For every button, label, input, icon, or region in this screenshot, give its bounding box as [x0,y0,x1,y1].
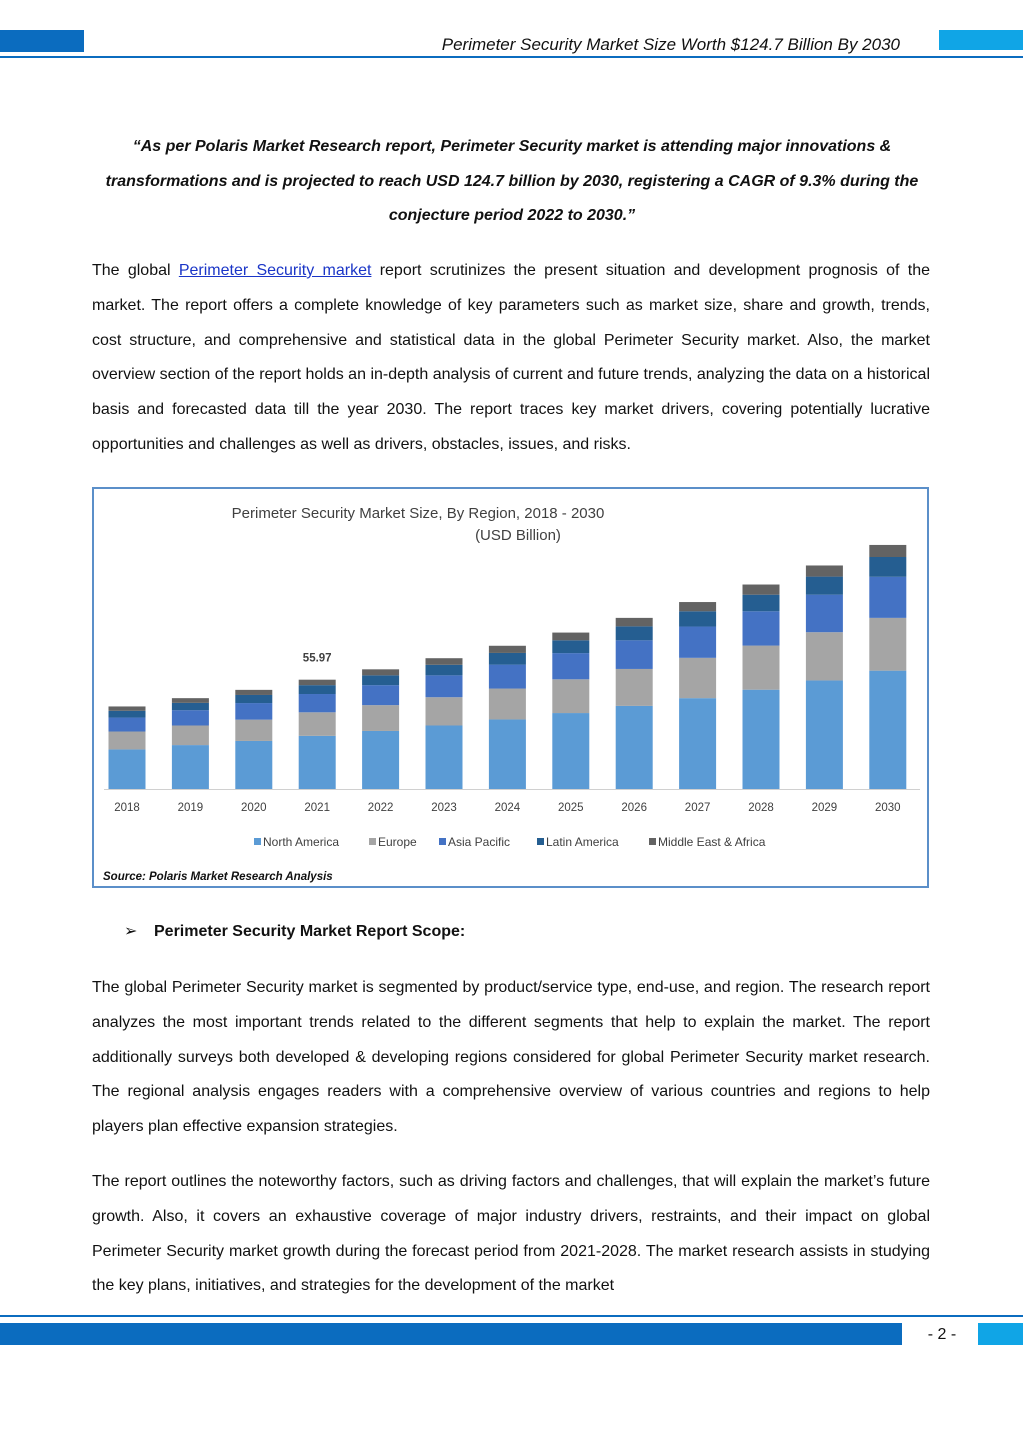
bar-segment [235,741,272,789]
bar-segment [552,653,589,679]
bar-segment [299,680,336,685]
bar-segment [869,557,906,577]
bar-segment [743,690,780,789]
bar-segment [362,669,399,675]
footer-bar [0,1323,902,1345]
bar-segment [362,705,399,731]
bar-segment [616,626,653,640]
bar-segment [172,725,209,745]
bar-segment [616,618,653,626]
intro-prefix: The global [92,262,179,279]
legend-swatch [537,838,544,845]
x-tick-label: 2027 [684,802,711,814]
bar-segment [616,706,653,789]
bar-segment [743,611,780,645]
bar-segment [489,719,526,789]
bar-segment [869,577,906,618]
bar-segment [679,627,716,658]
x-tick-label: 2019 [177,802,204,814]
legend-label: Latin America [546,835,619,849]
bar-segment [299,736,336,789]
market-size-chart [92,487,929,888]
bar-segment [109,706,146,710]
intro-body: report scrutinizes the present situation and development prognosis of the market. The report offers a complete knowledge of key parameters such as market size, share and growth, trends, cost structure, and comprehensive and statistical data in the global Perimeter Security market. Also, the market overview section of the report holds an in-depth analysis of current and future trends, analyzing the data on a historical basis and forecasted data till the year 2030. The report traces key market drivers, covering potentially lucrative opportunities and challenges as well as drivers, obstacles, issues, and risks. [92,262,930,453]
arrow-bullet-icon: ➢ [124,923,138,940]
footer-accent-right [978,1323,1023,1345]
legend-label: Middle East & Africa [658,835,766,849]
chart-source: Source: Polaris Market Research Analysis [103,871,333,883]
bar-segment [679,611,716,626]
bar-segment [109,749,146,789]
bar-segment [489,653,526,665]
bar-segment [299,694,336,712]
bar-segment [172,698,209,703]
bar-segment [426,697,463,725]
bar-segment [235,695,272,703]
bar-segment [109,732,146,750]
legend-swatch [369,838,376,845]
bar-segment [806,632,843,680]
bar-segment [489,665,526,689]
bar-segment [743,595,780,612]
bar-segment [299,712,336,736]
bar-segment [489,689,526,720]
x-tick-label: 2022 [367,802,394,814]
market-report-link[interactable]: Perimeter Security market [178,262,372,279]
x-tick-label: 2023 [431,802,457,814]
legend-label: Europe [378,835,417,849]
bar-segment [552,640,589,653]
bar-segment [426,658,463,665]
x-tick-label: 2020 [241,802,267,814]
bar-segment [109,711,146,718]
bar-segment [235,703,272,720]
bar-segment [869,545,906,557]
footer-rule [0,1315,1023,1317]
x-tick-label: 2018 [114,802,140,814]
intro-paragraph [92,254,930,463]
pull-quote: “As per Polaris Market Research report, Perimeter Security market is attending major innovations & transformations and is projected to reach USD 124.7 billion by 2030, registering a CAGR of 9.3% during the conjecture period 2022 to 2030.” [105,138,919,224]
bar-segment [172,703,209,710]
chart-canvas [94,489,927,886]
header-rule [0,56,1023,58]
scope-paragraph: The global Perimeter Security market is segmented by product/service type, end-use, and region. The research report analyzes the most important trends related to the different segments that help to explain the market. The report additionally surveys both developed & developing regions considered for global Perimeter Security market research. The regional analysis engages readers with a comprehensive overview of various countries and regions to help players plan effective expansion strategies. [92,979,930,1136]
scope-heading: Perimeter Security Market Report Scope: [154,923,466,940]
legend-swatch [439,838,446,845]
bar-segment [109,718,146,732]
bar-segment [679,602,716,611]
bar-segment [362,731,399,789]
bar-segment [552,679,589,713]
x-tick-label: 2021 [304,802,330,814]
header-title: Perimeter Security Market Size Worth $124.7 Billion By 2030 [441,35,900,54]
x-tick-label: 2024 [494,802,521,814]
bar-segment [616,640,653,669]
bar-segment [869,618,906,671]
legend-label: North America [263,835,340,849]
bar-segment [869,671,906,789]
bar-segment [743,646,780,690]
x-tick-label: 2028 [748,802,774,814]
chart-subtitle: (USD Billion) [475,527,561,544]
bar-segment [679,698,716,789]
page-number: - 2 - [927,1326,957,1343]
bar-segment [362,675,399,685]
bar-segment [235,720,272,741]
bar-segment [806,680,843,789]
bar-segment [679,658,716,698]
bar-segment [426,675,463,697]
bar-segment [172,745,209,789]
bar-segment [426,725,463,789]
bar-segment [806,565,843,576]
legend-label: Asia Pacific [448,835,511,849]
bar-segment [806,595,843,633]
x-tick-label: 2030 [875,802,901,814]
bar-segment [552,713,589,789]
factors-paragraph: The report outlines the noteworthy factors, such as driving factors and challenges, that will explain the market’s future growth. Also, it covers an exhaustive coverage of major industry drivers, restraints, and their impact on global Perimeter Security market growth during the forecast period from 2021-2028. The market research assists in studying the key plans, initiatives, and strategies for the development of the market [92,1173,930,1295]
x-tick-label: 2025 [558,802,584,814]
header-accent-right [939,30,1023,50]
bar-segment [806,577,843,595]
legend-swatch [649,838,656,845]
bar-segment [489,646,526,653]
bar-segment [362,685,399,705]
bar-segment [172,710,209,725]
bar-segment [616,669,653,706]
x-tick-label: 2026 [621,802,647,814]
bar-segment [235,690,272,695]
data-label: 55.97 [302,652,332,665]
bar-segment [743,585,780,595]
bar-segment [552,633,589,641]
bar-segment [299,685,336,694]
scope-heading-row [124,921,465,941]
chart-title: Perimeter Security Market Size, By Region, 2018 - 2030 [231,505,605,522]
x-tick-label: 2029 [811,802,838,814]
bar-segment [426,665,463,676]
legend-swatch [254,838,261,845]
